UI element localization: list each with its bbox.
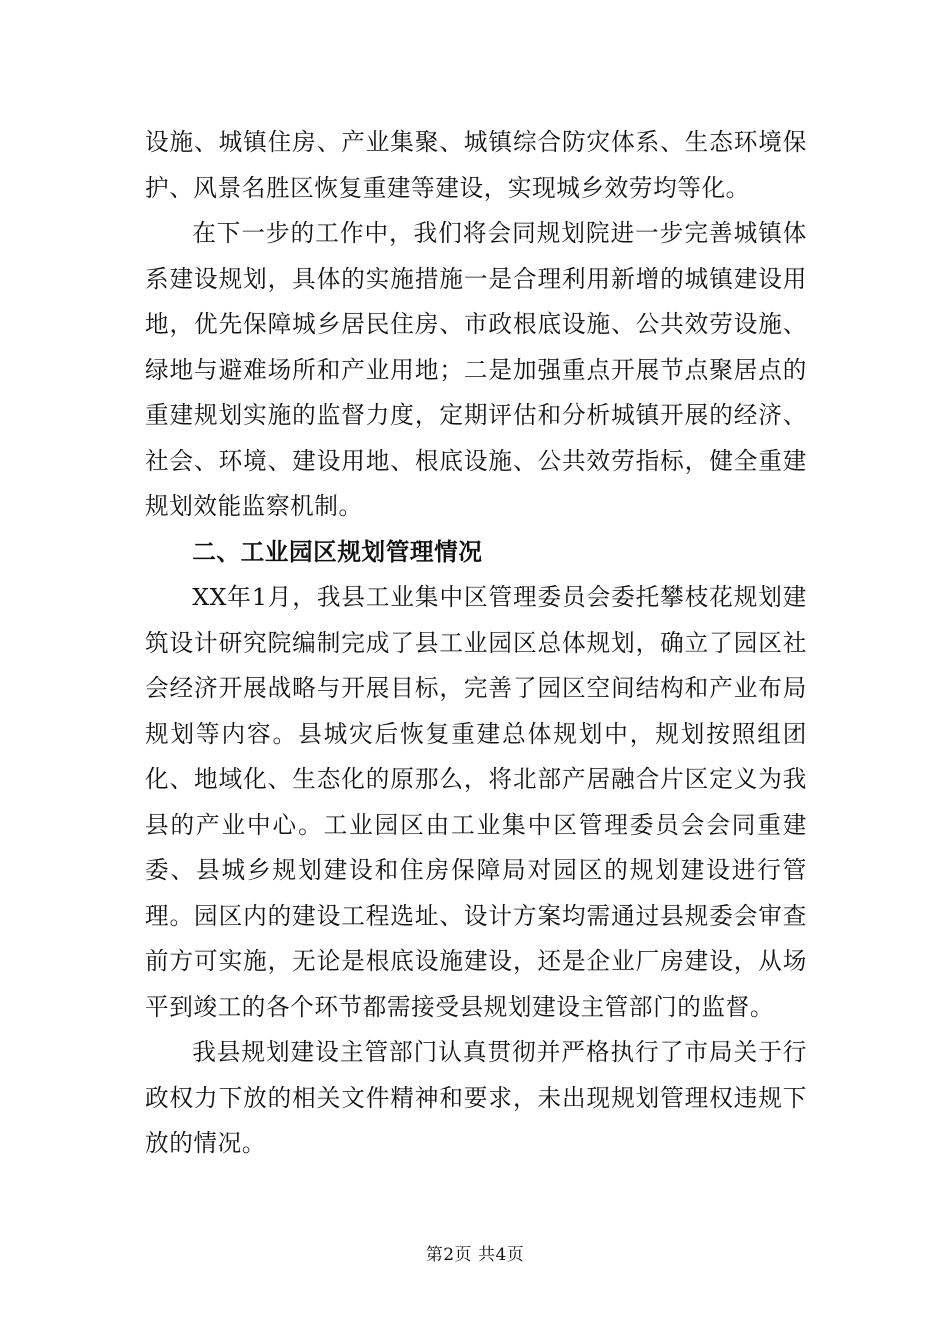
page-number-footer: 第2页 共4页 xyxy=(425,1245,525,1265)
section-heading: 二、工业园区规划管理情况 xyxy=(192,537,483,566)
document-page xyxy=(145,120,807,1167)
paragraph-continuation: 设施、城镇住房、产业集聚、城镇综合防灾体系、生态环境保护、风景名胜区恢复重建等建设，实现城乡效劳均等化。 xyxy=(145,128,807,202)
paragraph-next-steps: 在下一步的工作中，我们将会同规划院进一步完善城镇体系建设规划，具体的实施措施一是合理利用新增的城镇建设用地，优先保障城乡居民住房、市政根底设施、公共效劳设施、绿地与避难场所和产业用地；二是加强重点开展节点聚居点的重建规划实施的监督力度，定期评估和分析城镇开展的经济、社会、环境、建设用地、根底设施、公共效劳指标，健全重建规划效能监察机制。 xyxy=(145,219,807,520)
paragraph-power-delegation: 我县规划建设主管部门认真贯彻并严格执行了市局关于行政权力下放的相关文件精神和要求，未出现规划管理权违规下放的情况。 xyxy=(145,1038,807,1157)
paragraph-industrial-park: XX年1月，我县工业集中区管理委员会委托攀枝花规划建筑设计研究院编制完成了县工业园区总体规划，确立了园区社会经济开展战略与开展目标，完善了园区空间结构和产业布局规划等内容。县城灾后恢复重建总体规划中，规划按照组团化、地域化、生态化的原那么，将北部产居融合片区定义为我县的产业中心。工业园区由工业集中区管理委员会会同重建委、县城乡规划建设和住房保障局对园区的规划建设进行管理。园区内的建设工程选址、设计方案均需通过县规委会审查前方可实施，无论是根底设施建设，还是企业厂房建设，从场平到竣工的各个环节都需接受县规划建设主管部门的监督。 xyxy=(145,583,807,1021)
